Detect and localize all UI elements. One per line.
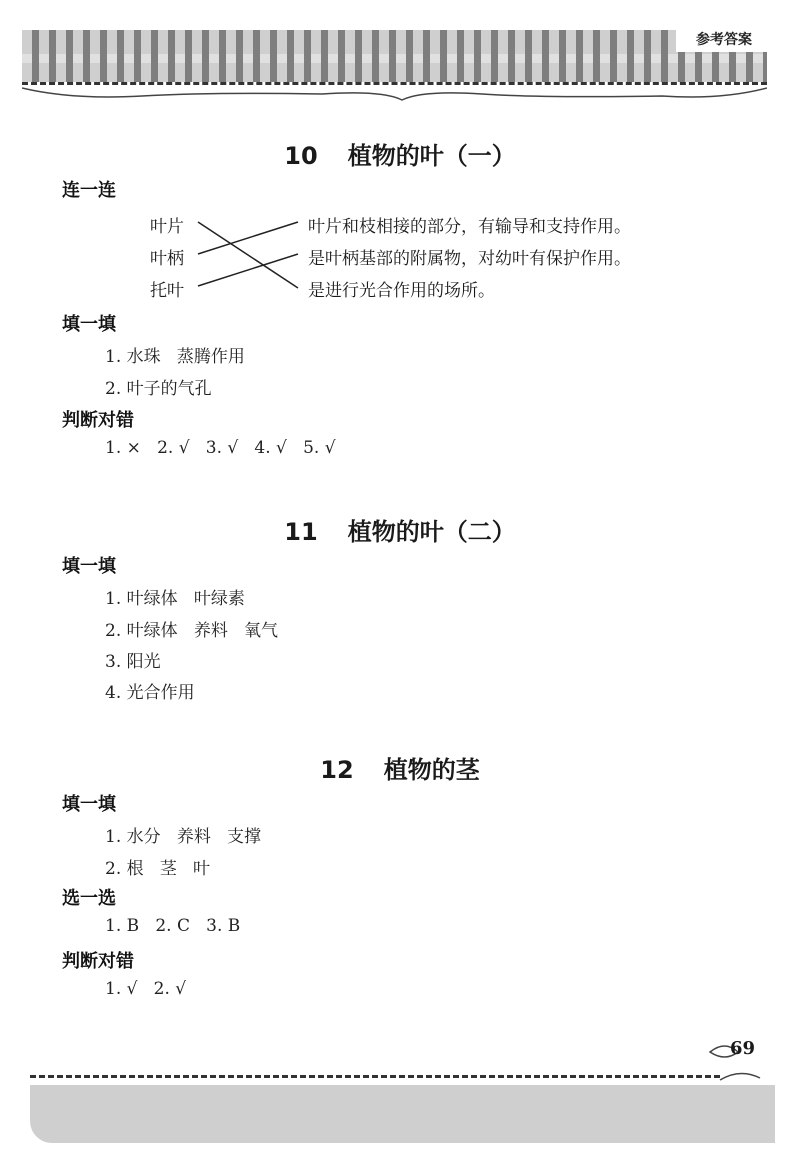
footer-dashed-rule — [30, 1075, 720, 1078]
footer-band — [30, 1085, 775, 1143]
match-line — [198, 222, 298, 254]
answer-line: 3. 阳光 — [105, 652, 161, 672]
match-right-item: 是进行光合作用的场所。 — [308, 281, 495, 301]
match-left-item: 托叶 — [150, 281, 184, 301]
answer-line: 2. 根 茎 叶 — [105, 859, 211, 879]
match-left-item: 叶柄 — [150, 249, 184, 269]
heading-fill: 填一填 — [62, 314, 116, 335]
section-12-title: 12 植物的茎 — [320, 756, 480, 784]
answer-line: 2. 叶绿体 养料 氧气 — [105, 621, 279, 641]
match-right-item: 是叶柄基部的附属物，对幼叶有保护作用。 — [308, 249, 631, 269]
header-band — [22, 30, 767, 82]
section-11-title: 11 植物的叶（二） — [284, 518, 516, 546]
match-left-item: 叶片 — [150, 217, 184, 237]
section-10-title: 10 植物的叶（一） — [284, 142, 516, 170]
answer-line: 1. × 2. √ 3. √ 4. √ 5. √ — [105, 438, 336, 458]
match-line — [198, 254, 298, 286]
heading-fill: 填一填 — [62, 794, 116, 815]
answer-line: 2. 叶子的气孔 — [105, 379, 212, 399]
answer-line: 1. 水珠 蒸腾作用 — [105, 347, 245, 367]
answer-line: 4. 光合作用 — [105, 683, 195, 703]
heading-match: 连一连 — [62, 180, 116, 201]
match-line — [198, 222, 298, 288]
answer-line: 1. 叶绿体 叶绿素 — [105, 589, 245, 609]
match-connector-lines — [190, 208, 310, 298]
match-right-item: 叶片和枝相接的部分，有输导和支持作用。 — [308, 217, 631, 237]
heading-choice: 选一选 — [62, 888, 116, 909]
answer-line: 1. B 2. C 3. B — [105, 916, 241, 936]
heading-true-false: 判断对错 — [62, 410, 134, 431]
heading-true-false: 判断对错 — [62, 951, 134, 972]
answer-line: 1. √ 2. √ — [105, 979, 187, 999]
page-number: 69 — [730, 1038, 756, 1059]
answer-line: 1. 水分 养料 支撑 — [105, 827, 262, 847]
answer-key-tag: 参考答案 — [676, 26, 772, 52]
header-dashed-rule — [22, 82, 767, 85]
heading-fill: 填一填 — [62, 556, 116, 577]
header-wave-decoration — [22, 86, 767, 102]
